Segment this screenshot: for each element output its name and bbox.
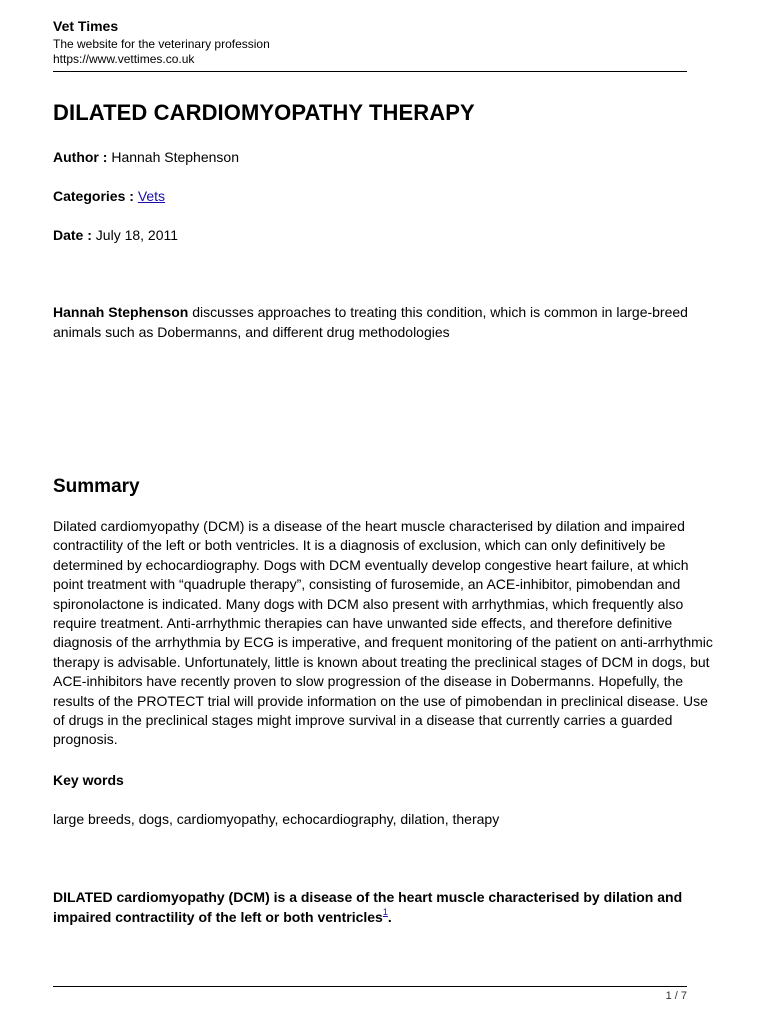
- site-url: https://www.vettimes.co.uk: [53, 52, 195, 66]
- categories-line: [53, 187, 165, 205]
- article-title: DILATED CARDIOMYOPATHY THERAPY: [53, 100, 475, 125]
- document-page: [53, 0, 713, 1024]
- keywords-list: large breeds, dogs, cardiomyopathy, echocardiography, dilation, therapy: [53, 811, 500, 827]
- intro-text: discusses approaches to treating this condition, which is common in large-breed animals such as Dobermanns, and different drug methodologies: [53, 304, 688, 340]
- intro-author: Hannah Stephenson: [53, 304, 189, 320]
- footnote-link[interactable]: 1: [382, 907, 388, 917]
- article-intro: [53, 303, 703, 342]
- lead-paragraph: [53, 887, 713, 927]
- footer-divider: [53, 986, 687, 987]
- summary-heading: Summary: [53, 476, 140, 497]
- author-name: Hannah Stephenson: [111, 149, 239, 165]
- summary-paragraph: Dilated cardiomyopathy (DCM) is a disease of the heart muscle characterised by dilation and impaired contractility of the left or both ventricles. It is a diagnosis of exclusion, which can only definitively be determined by echocardiography. Dogs with DCM eventually develop congestive heart failure, at which point treatment with “quadruple therapy”, consisting of furosemide, an ACE-inhibitor, pimobendan and spironolactone is indicated. Many dogs with DCM also present with arrhythmias, which frequently also require treatment. Anti-arrhythmic therapies can have unwanted side effects, and therefore definitive diagnosis of the arrhythmia by ECG is imperative, and frequent monitoring of the patient on anti-arrhythmic therapy is advisable. Unfortunately, little is known about treating the preclinical stages of DCM in dogs, but ACE-inhibitors have recently proven to slow progression of the disease in Dobermanns. Hopefully, the results of the PROTECT trial will provide information on the use of pimobendan in preclinical disease. Use of drugs in the preclinical stages might improve survival in a disease that currently carries a guarded prognosis.: [53, 518, 713, 748]
- date-value: July 18, 2011: [95, 227, 179, 243]
- categories-label: Categories :: [53, 188, 134, 204]
- date-line: [53, 226, 178, 244]
- site-name: Vet Times: [53, 18, 119, 34]
- author-line: [53, 148, 239, 166]
- author-label: Author :: [53, 149, 108, 165]
- header-divider: [53, 71, 687, 72]
- date-label: Date :: [53, 227, 92, 243]
- category-link[interactable]: Vets: [137, 188, 166, 204]
- page-number: 1 / 7: [665, 990, 687, 1002]
- keywords-heading: Key words: [53, 772, 124, 788]
- site-tagline: The website for the veterinary profession: [53, 37, 270, 51]
- lead-end: .: [387, 909, 392, 925]
- lead-text: DILATED cardiomyopathy (DCM) is a disease of the heart muscle characterised by dilation and impaired contractility of the left or both ventricles: [53, 889, 683, 925]
